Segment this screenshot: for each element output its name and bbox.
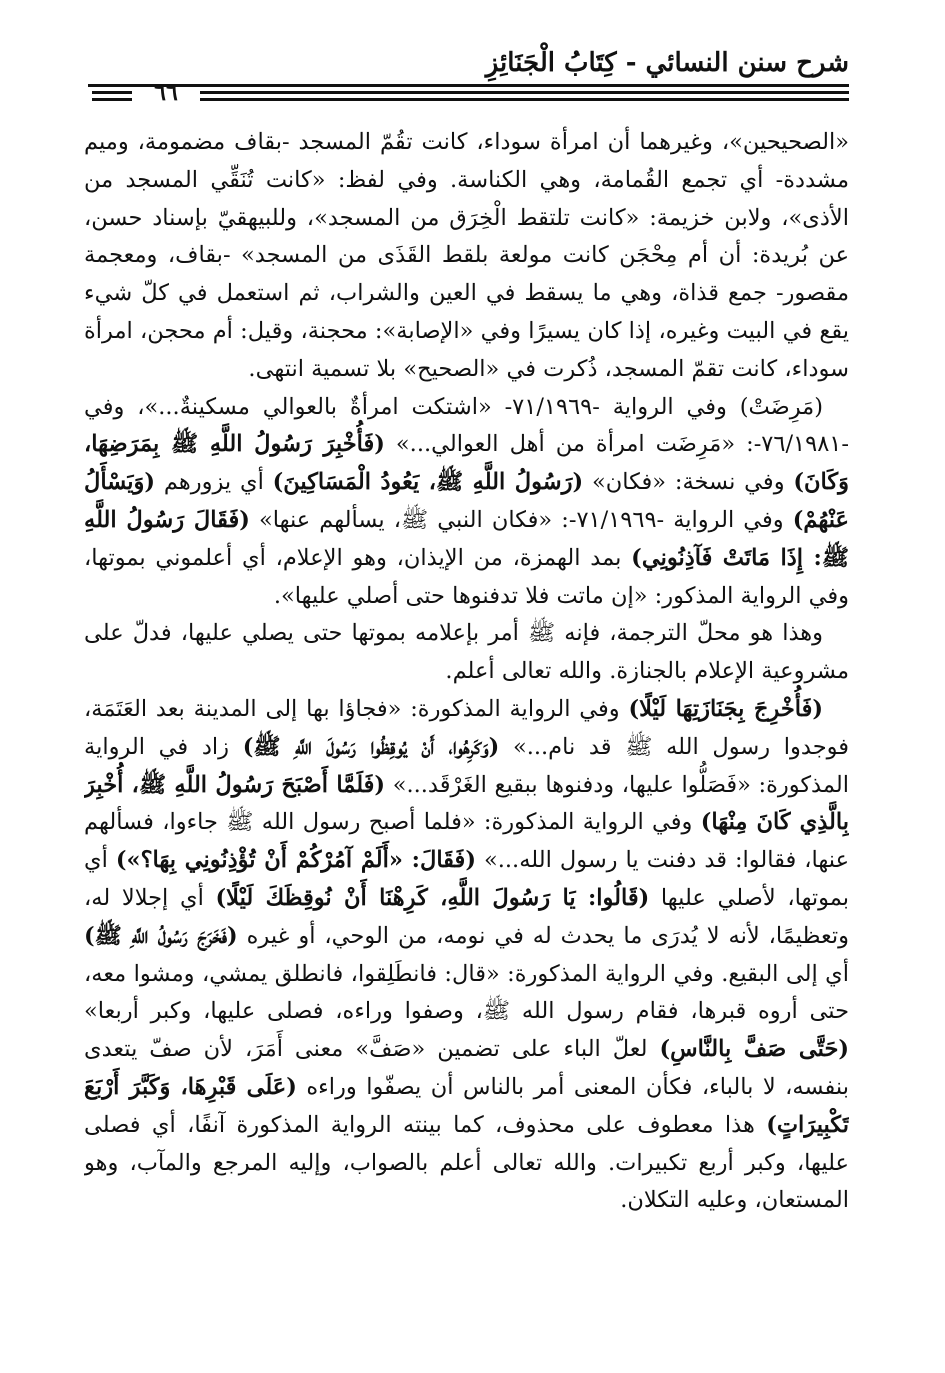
text-run: وفي الرواية المذكورة: «فجاؤا بها إلى المدينة بعد العَتَمَة، فوجدوا رسول الله ﷺ قد نام...» xyxy=(84,695,849,760)
body-text xyxy=(84,124,849,1324)
text-run: لعلّ الباء على تضمين «صَفَّ» معنى أَمَرَ، لأن صفّ يتعدى بنفسه، لا بالباء، فكأن المعنى أمر بالناس أن يصفّوا وراءه xyxy=(84,1036,849,1100)
hadith-quote: (فَخَرَجَ رَسُولُ اللَّهِ ﷺ) xyxy=(84,922,238,949)
text-run: أي إجلالا له، وتعظيمًا، لأنه لا يُدرَى ما يحدث له في نومه، من الوحي، أو غيره xyxy=(84,884,849,949)
text-run: هذا معطوف على محذوف، كما بينته الرواية المذكورة آنفًا، أي فصلى عليها، وكبر أربع تكبيرات. والله تعالى أعلم بالصواب، وإليه المرجع والمآب، وهو المستعان، وعليه التكلان. xyxy=(84,1111,849,1214)
text-run: أي بموتها، لأصلي عليها xyxy=(84,847,849,911)
running-header-title: شرح سنن النسائي - كِتَابُ الْجَنَائِزِ xyxy=(485,48,849,78)
hadith-quote: (عَلَى قَبْرِهَا، وَكَبَّرَ أَرْبَعَ تَكْبِيرَاتٍ) xyxy=(84,1073,849,1138)
text-run: وفي نسخة: «فكان» xyxy=(583,469,794,496)
text-run: بمد الهمزة، من الإيذان، وهو الإعلام، أي أعلموني بموتها، وفي الرواية المذكور: «إن ماتت فلا تدفنوها حتى أصلي عليها». xyxy=(84,544,849,609)
hadith-quote: (فَقَالَ رَسُولُ اللَّهِ ﷺ: إِذَا مَاتَتْ فَآذِنُونِي) xyxy=(84,506,849,571)
text-run: وفي الرواية -٧١/١٩٦٩-: «فكان النبي ﷺ، يسألهم عنها» xyxy=(249,506,793,533)
text-run: زاد في الرواية المذكورة: «فَصَلُّوا عليها، ودفنوها ببقيع الغَرْقَد...» xyxy=(84,733,849,798)
header-rule xyxy=(200,91,849,94)
text-run: أي إلى البقيع. وفي الرواية المذكورة: «قال: فانطَلِقوا، فانطلق يمشي، ومشوا معه، حتى أروه قبرها، فقام رسول الله ﷺ، وصفوا وراءه، فصلى عليها، وكبر أربعا» xyxy=(84,960,849,1025)
header-rule xyxy=(92,91,132,94)
paragraph-1 xyxy=(84,124,849,389)
text-run: وهذا هو محلّ الترجمة، فإنه ﷺ أمر بإعلامه بموتها حتى يصلي عليها، فدلّ على مشروعية الإعلام بالجنازة. والله تعالى أعلم. xyxy=(84,620,849,685)
header-rule xyxy=(200,98,849,101)
text-run: (مَرِضَتْ) وفي الرواية -٧١/١٩٦٩- «اشتكت امرأةٌ بالعوالي مسكينةٌ...»، وفي -٧٦/١٩٨١-: «مَرِضَت امرأة من أهل العوالي...» xyxy=(84,393,849,458)
paragraph-4 xyxy=(84,691,849,1220)
hadith-quote: (قَالُوا: يَا رَسُولَ اللَّهِ، كَرِهْنَا أَنْ نُوقِظَكَ لَيْلًا) xyxy=(215,884,650,911)
paragraph-3 xyxy=(84,615,849,691)
hadith-quote: (فَلَمَّا أَصْبَحَ رَسُولُ اللَّهِ ﷺ، أُخْبِرَ بِالَّذِي كَانَ مِنْهَا) xyxy=(84,771,849,836)
hadith-quote: (وَكَرِهُوا، أَنْ يُوقِظُوا رَسُولَ اللَّهِ ﷺ) xyxy=(242,733,500,760)
page-number: ٦٦ xyxy=(154,80,178,106)
hadith-quote: (فَأُخْبِرَ رَسُولُ اللَّهِ ﷺ بِمَرَضِهَا، وَكَانَ) xyxy=(84,431,849,496)
hadith-quote: (حَتَّى صَفَّ بِالنَّاسِ) xyxy=(659,1036,849,1063)
hadith-quote: (فَأُخْرِجَ بِجَنَازَتِهَا لَيْلًا) xyxy=(628,695,823,722)
hadith-quote: (رَسُولُ اللَّهِ ﷺ، يَعُودُ الْمَسَاكِينَ) xyxy=(272,469,584,496)
paragraph-2 xyxy=(84,389,849,616)
text-run: أي يزورهم xyxy=(155,469,273,496)
hadith-quote: (وَيَسْأَلُ عَنْهُمْ) xyxy=(84,469,849,533)
text-run: وفي الرواية المذكورة: «فلما أصبح رسول الله ﷺ جاءوا، فسألهم عنها، فقالوا: قد دفنت يا رسول الله...» xyxy=(84,809,849,874)
hadith-quote: (فَقَالَ: «أَلَمْ آمُرْكُمْ أَنْ تُؤْذِنُونِي بِهَا؟») xyxy=(115,847,476,874)
header-rule xyxy=(92,98,132,101)
header-rule xyxy=(88,84,849,87)
text-run: «الصحيحين»، وغيرهما أن امرأة سوداء، كانت تقُمّ المسجد -بقاف مضمومة، وميم مشددة- أي تجمع القُمامة، وهي الكناسة. وفي لفظ: «كانت تُنَقِّي المسجد من الأذى»، ولابن خزيمة: «كانت تلتقط الْخِرَق من المسجد»، وللبيهقيّ بإسناد حسن، عن بُريدة: أن أم مِحْجَن كانت مولعة بلقط القَذَى من المسجد» -بقاف، ومعجمة مقصور- جمع قذاة، وهي ما يسقط في العين والشراب، ثم استعمل في كلّ شيء يقع في البيت وغيره، إذا كان يسيرًا وفي «الإصابة»: محجنة، وقيل: أم محجن، امرأة سوداء، كانت تقمّ المسجد، ذُكرت في «الصحيح» بلا تسمية انتهى. xyxy=(84,129,849,382)
